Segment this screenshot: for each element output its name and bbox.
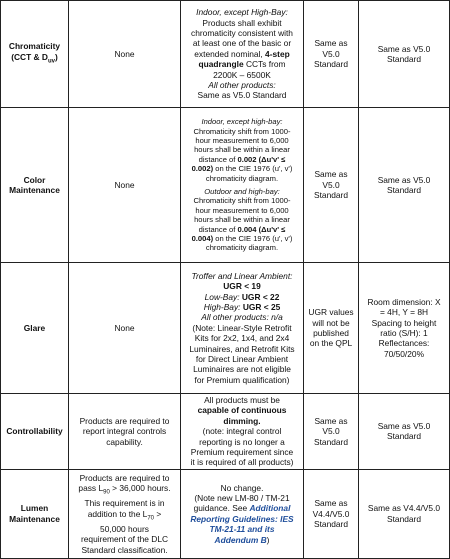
qpl-reporting-cell: Same as V5.0 Standard	[304, 1, 359, 108]
premium-requirement-cell: Indoor, except high-bay: Chromaticity shift from 1000- hour measurement to 6,000 hours shall be within a linear distance of 0.002 (Δu'v' ≤ 0.002) on the CIE 1976 (u', v') chromaticity diagram. Outdoor and high-bay: Chromaticity shift from 1000- hour measurement to 6,000 hours shall be within a linear distance of 0.004 (Δu'v' ≤ 0.004) on the CIE 1976 (u', v') chromaticity diagram.	[181, 108, 304, 263]
qpl-reporting-cell: UGR values will not be published on the QPL	[304, 263, 359, 394]
table-row	[1, 108, 450, 263]
v50-requirement-cell: None	[69, 263, 181, 394]
table-row	[1, 469, 450, 558]
reporting-guidelines-link[interactable]: Additional	[249, 503, 291, 514]
test-method-cell: Same as V4.4/V5.0 Standard	[359, 469, 450, 558]
premium-requirement-cell: No change. (Note new LM-80 / TM-21 guidance. See Additional Reporting Guidelines: IES TM-21-11 and its Addendum B)	[181, 469, 304, 558]
attribute-cell	[1, 394, 69, 470]
qpl-reporting-cell: Same as V5.0 Standard	[304, 108, 359, 263]
v50-requirement-cell: Products are required to report integral controls capability.	[69, 394, 181, 470]
attribute-cell	[1, 108, 69, 263]
table-row	[1, 263, 450, 394]
attribute-name: Controllability	[6, 426, 63, 437]
table-row	[1, 1, 450, 108]
reporting-guidelines-link-line4[interactable]: Addendum B	[214, 534, 267, 545]
attribute-cell	[1, 469, 69, 558]
attribute-name-line2: Maintenance	[9, 185, 60, 195]
attribute-name: Color	[23, 174, 46, 185]
v50-requirement-cell: None	[69, 1, 181, 108]
reporting-guidelines-link-line3[interactable]: TM-21-11 and its	[209, 524, 275, 535]
qpl-reporting-cell: Same as V4.4/V5.0 Standard	[304, 469, 359, 558]
qpl-reporting-cell: Same as V5.0 Standard	[304, 394, 359, 470]
attribute-name: Lumen	[20, 503, 49, 514]
attribute-name-line2: Maintenance	[9, 513, 60, 524]
test-method-cell: Same as V5.0 Standard	[359, 394, 450, 470]
attribute-name-line2: (CCT & $D_{uv}$)	[11, 51, 58, 65]
v50-requirement-cell: None	[69, 108, 181, 263]
attribute-name: Glare	[23, 322, 46, 333]
attribute-name: Chromaticity	[8, 41, 61, 52]
table-row	[1, 394, 450, 470]
test-method-cell: Room dimension: X = 4H, Y = 8H Spacing to height ratio (S/H): 1 Reflectances: 70/50/20%	[359, 263, 450, 394]
test-method-cell: Same as V5.0 Standard	[359, 1, 450, 108]
test-method-cell: Same as V5.0 Standard	[359, 108, 450, 263]
premium-requirement-cell: Troffer and Linear Ambient: UGR < 19 Low-Bay: UGR < 22 High-Bay: UGR < 25 All other products: n/a (Note: Linear-Style Retrofit Kits for 2x2, 1x4, and 2x4 Luminaires, and Retrofit Kits for Direct Linear Ambient Luminaires are not eligible for Premium qualification)	[181, 263, 304, 394]
v50-requirement-cell: Products are required to pass $L_{90} > 36,000$ hours. This requirement is in addition to the $L_{70}$ > 50,000 hours requirement of the DLC Standard classification.	[69, 469, 181, 558]
premium-requirement-cell: All products must be capable of continuous dimming. (note: integral control reporting is no longer a Premium requirement since it is required of all products)	[181, 394, 304, 470]
attribute-cell	[1, 1, 69, 108]
reporting-guidelines-link-line2[interactable]: Reporting Guidelines: IES	[190, 513, 294, 524]
attribute-cell	[1, 263, 69, 394]
premium-requirement-cell: Indoor, except High-Bay: Products shall exhibit chromaticity consistent with at least one of the basic or extended nominal, 4-step quadrangle CCTs from 2200K – 6500K All other products: Same as V5.0 Standard	[181, 1, 304, 108]
